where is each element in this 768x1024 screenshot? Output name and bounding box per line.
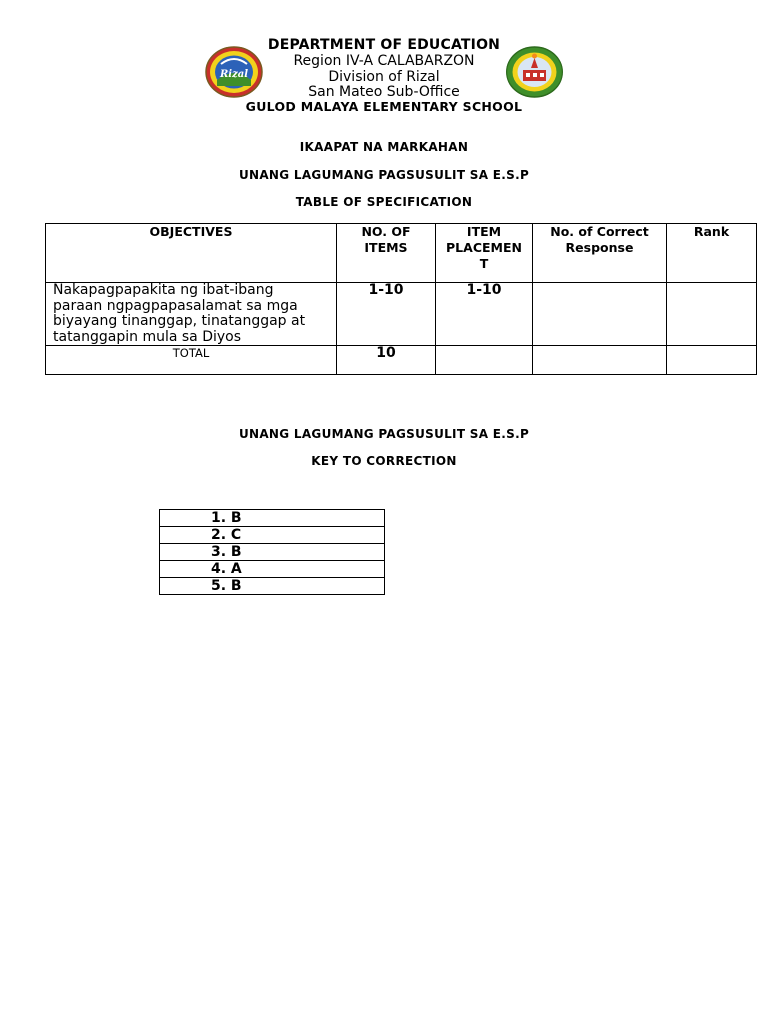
department-title: DEPARTMENT OF EDUCATION [267, 37, 501, 53]
school-seal-icon [506, 46, 563, 98]
total-placement-cell [436, 346, 533, 375]
sub-office-line: San Mateo Sub-Office [308, 84, 460, 100]
total-row [46, 346, 757, 375]
items-count-header: NO. OF ITEMS [337, 224, 436, 283]
division-line: Division of Rizal [328, 69, 440, 85]
answer-cell: 4. A [160, 561, 385, 578]
rizal-province-seal-icon [205, 46, 263, 98]
quarter-title: IKAAPAT NA MARKAHAN [299, 140, 469, 154]
items-count-cell: 1-10 [337, 283, 436, 346]
answer-row [160, 510, 385, 527]
answer-row [160, 544, 385, 561]
answer-cell: 1. B [160, 510, 385, 527]
objective-cell: Nakapagpapakita ng ibat-ibang paraan ngpagpapasalamat sa mga biyayang tinanggap, tinatanggap at tatanggapin mula sa Diyos [46, 283, 337, 346]
total-correct-cell [533, 346, 667, 375]
table-header-row [46, 224, 757, 283]
total-rank-cell [667, 346, 757, 375]
correct-response-header: No. of Correct Response [533, 224, 667, 283]
exam-title: UNANG LAGUMANG PAGSUSULIT SA E.S.P [238, 168, 530, 182]
svg-text:Rizal: Rizal [219, 69, 249, 80]
table-row [46, 283, 757, 346]
item-placement-cell: 1-10 [436, 283, 533, 346]
exam-title-2: UNANG LAGUMANG PAGSUSULIT SA E.S.P [238, 427, 530, 441]
answer-row [160, 578, 385, 595]
key-to-correction-title: KEY TO CORRECTION [311, 454, 457, 468]
item-placement-header: ITEM PLACEMEN T [436, 224, 533, 283]
rank-cell [667, 283, 757, 346]
answer-row [160, 561, 385, 578]
answer-cell: 5. B [160, 578, 385, 595]
total-label: TOTAL [46, 346, 337, 375]
region-line: Region IV-A CALABARZON [293, 53, 475, 69]
total-items-cell: 10 [337, 346, 436, 375]
correct-response-cell [533, 283, 667, 346]
rank-header: Rank [667, 224, 757, 283]
school-name: GULOD MALAYA ELEMENTARY SCHOOL [245, 99, 523, 114]
answer-cell: 2. C [160, 527, 385, 544]
answer-cell: 3. B [160, 544, 385, 561]
specification-table [45, 223, 757, 375]
answer-key-table [159, 509, 385, 595]
objectives-header: OBJECTIVES [46, 224, 337, 283]
table-of-specification-title: TABLE OF SPECIFICATION [295, 195, 473, 209]
answer-row [160, 527, 385, 544]
